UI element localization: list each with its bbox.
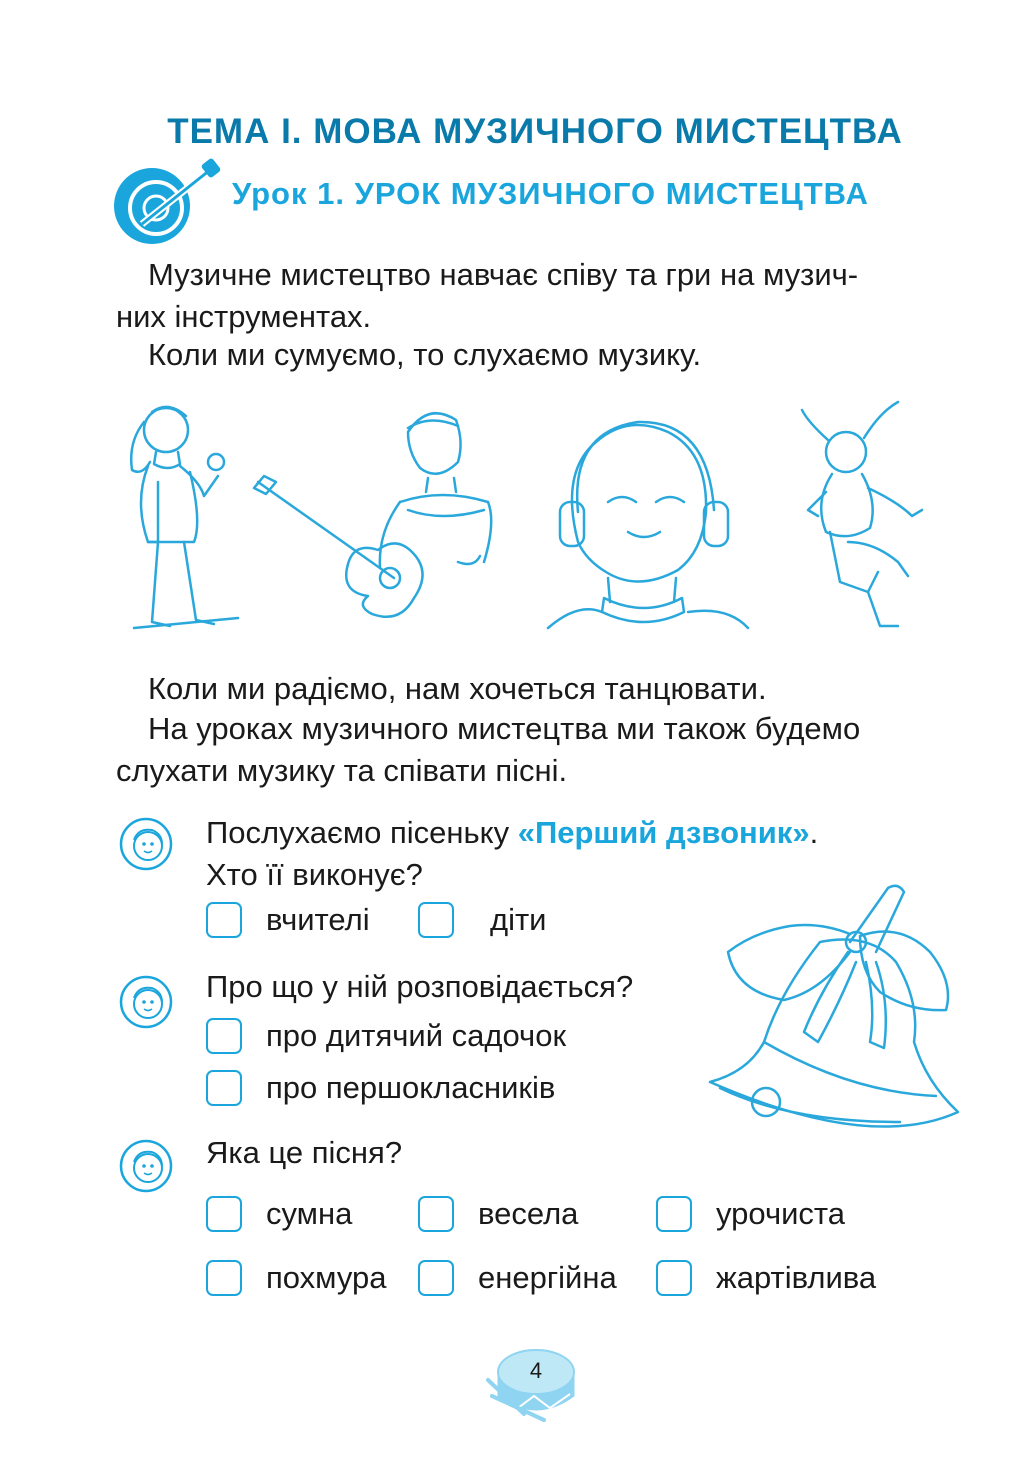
checkbox[interactable]	[418, 1196, 454, 1232]
boy-with-guitar-drawing	[254, 413, 491, 617]
checkbox[interactable]	[418, 1260, 454, 1296]
children-music-illustration	[108, 392, 948, 652]
lesson-title: Урок 1. УРОК МУЗИЧНОГО МИСТЕЦТВА	[232, 176, 869, 211]
intro-line-2: них інструментах.	[116, 299, 372, 334]
checkbox[interactable]	[656, 1196, 692, 1232]
checkbox[interactable]	[206, 1196, 242, 1232]
option-cheerful[interactable]: весела	[418, 1196, 578, 1232]
question-2: Про що у ній розповідається?	[206, 969, 634, 1004]
song-title: «Перший дзвоник»	[517, 815, 810, 850]
checkbox[interactable]	[656, 1260, 692, 1296]
option-first-graders[interactable]: про першокласників	[206, 1070, 555, 1106]
intro-paragraph-1	[116, 254, 976, 338]
checkbox[interactable]	[206, 1018, 242, 1054]
middle-paragraph-2	[116, 708, 976, 792]
checkbox[interactable]	[206, 1260, 242, 1296]
option-teachers[interactable]: вчителі	[206, 902, 370, 938]
singing-girl-drawing	[131, 407, 238, 628]
listening-boy-icon	[118, 1138, 174, 1194]
option-sad[interactable]: сумна	[206, 1196, 352, 1232]
guitar-lesson-icon	[112, 158, 224, 246]
listening-boy-icon	[118, 816, 174, 872]
boy-with-headphones-drawing	[548, 422, 748, 628]
middle-line-2: На уроках музичного мистецтва ми також будемо	[148, 711, 861, 746]
intro-line-1: Музичне мистецтво навчає співу та гри на музич-	[148, 257, 859, 292]
theme-title: ТЕМА І. МОВА МУЗИЧНОГО МИСТЕЦТВА	[167, 112, 903, 151]
option-gloomy[interactable]: похмура	[206, 1260, 386, 1296]
listening-boy-icon	[118, 974, 174, 1030]
question-1-line-2: Хто її виконує?	[206, 857, 423, 892]
drum-icon	[484, 1344, 580, 1424]
option-energetic[interactable]: енергійна	[418, 1260, 617, 1296]
option-kindergarten[interactable]: про дитячий садочок	[206, 1018, 566, 1054]
checkbox[interactable]	[206, 902, 242, 938]
question-1-line-1: Послухаємо пісеньку «Перший дзвоник».	[206, 815, 819, 850]
checkbox[interactable]	[418, 902, 454, 938]
bell-with-bow-illustration	[700, 882, 960, 1150]
middle-line-3: слухати музику та співати пісні.	[116, 753, 568, 788]
dancing-girl-drawing	[802, 402, 922, 626]
intro-line-3: Коли ми сумуємо, то слухаємо музику.	[148, 337, 702, 372]
checkbox[interactable]	[206, 1070, 242, 1106]
option-solemn[interactable]: урочиста	[656, 1196, 845, 1232]
intro-paragraph-2	[116, 334, 976, 376]
page-number: 4	[529, 1358, 543, 1383]
page-number-badge	[484, 1344, 580, 1424]
middle-paragraph-1	[116, 668, 976, 710]
question-3: Яка це пісня?	[206, 1135, 403, 1170]
middle-line-1: Коли ми радіємо, нам хочеться танцювати.	[148, 671, 767, 706]
option-playful[interactable]: жартівлива	[656, 1260, 876, 1296]
option-children[interactable]: діти	[418, 902, 547, 938]
